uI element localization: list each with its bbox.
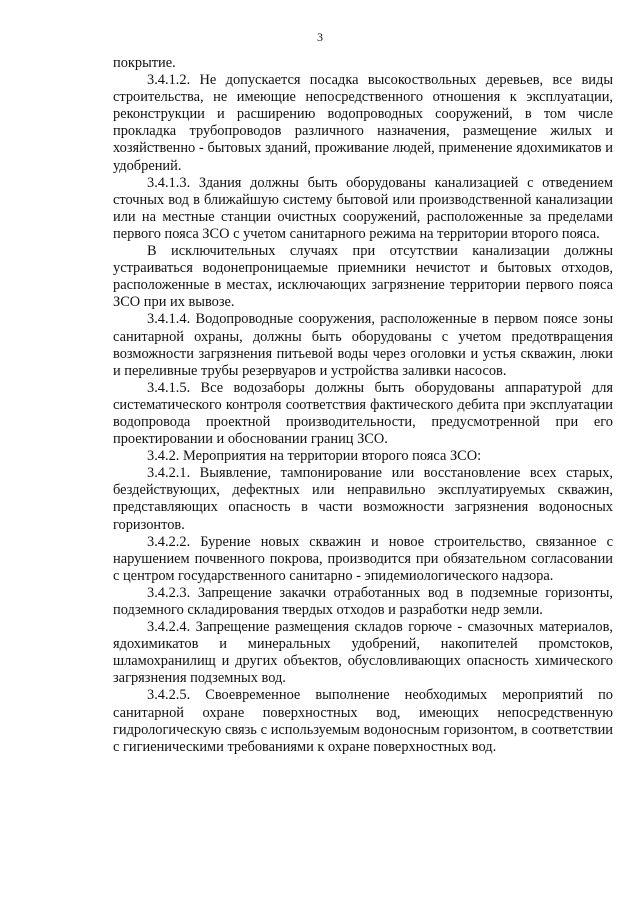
paragraph-3-4-1-4: 3.4.1.4. Водопроводные сооружения, расположенные в первом поясе зоны санитарной охраны, должны быть оборудованы с учетом предотвращения возможности загрязнения питьевой воды через оголовки и устья скважин, люки и переливные трубы резервуаров и устройства заливки насосов.: [113, 311, 613, 379]
paragraph-3-4-2-heading: 3.4.2. Мероприятия на территории второго пояса ЗСО:: [147, 448, 482, 465]
page-number: 3: [317, 30, 323, 44]
paragraph-3-4-1-5: 3.4.1.5. Все водозаборы должны быть оборудованы аппаратурой для систематического контроля соответствия фактического дебита при эксплуатации водопровода проектной производительности, предусмотренной при его проектировании и обосновании границ ЗСО.: [113, 379, 613, 448]
paragraph-continuation: покрытие.: [113, 55, 176, 71]
paragraph-3-4-2-2: 3.4.2.2. Бурение новых скважин и новое строительство, связанное с нарушением почвенного покрова, производится при обязательном согласовании с центром государственного санитарно - эпидемиологического надзора.: [113, 533, 613, 584]
paragraph-3-4-1-2: 3.4.1.2. Не допускается посадка высокоствольных деревьев, все виды строительства, не имеющие непосредственного отношения к эксплуатации, реконструкции и расширению водопроводных сооружений, в том числе прокладка трубопроводов различного назначения, размещение жилых и хозяйственно - бытовых зданий, проживание людей, применение ядохимикатов и удобрений.: [113, 72, 613, 174]
paragraph-3-4-2-3: 3.4.2.3. Запрещение закачки отработанных вод в подземные горизонты, подземного складирования твердых отходов и разработки недр земли.: [113, 584, 613, 618]
document-body: [113, 55, 613, 756]
paragraph-3-4-1-3: 3.4.1.3. Здания должны быть оборудованы канализацией с отведением сточных вод в ближайшую систему бытовой или производственной канализации или на местные станции очистных сооружений, расположенные за пределами первого пояса ЗСО с учетом санитарного режима на территории второго пояса.: [113, 174, 613, 242]
paragraph-3-4-2-4: 3.4.2.4. Запрещение размещения складов горюче - смазочных материалов, ядохимикатов и минеральных удобрений, накопителей промстоков, шламохранилищ и других объектов, обусловливающих опасность химического загрязнения подземных вод.: [113, 619, 613, 687]
paragraph-3-4-2-5: 3.4.2.5. Своевременное выполнение необходимых мероприятий по санитарной охране поверхностных вод, имеющих непосредственную гидрологическую связь с используемым водоносным горизонтом, в соответствии с гигиеническими требованиями к охране поверхностных вод.: [113, 687, 613, 755]
paragraph-3-4-2-1: 3.4.2.1. Выявление, тампонирование или восстановление всех старых, бездействующих, дефектных или неправильно эксплуатируемых скважин, представляющих опасность в части возможности загрязнения водоносных горизонтов.: [113, 465, 613, 533]
paragraph-exceptional-cases: В исключительных случаях при отсутствии канализации должны устраиваться водонепроницаемые приемники нечистот и бытовых отходов, расположенные в местах, исключающих загрязнение территории первого пояса ЗСО при их вывозе.: [113, 243, 613, 311]
